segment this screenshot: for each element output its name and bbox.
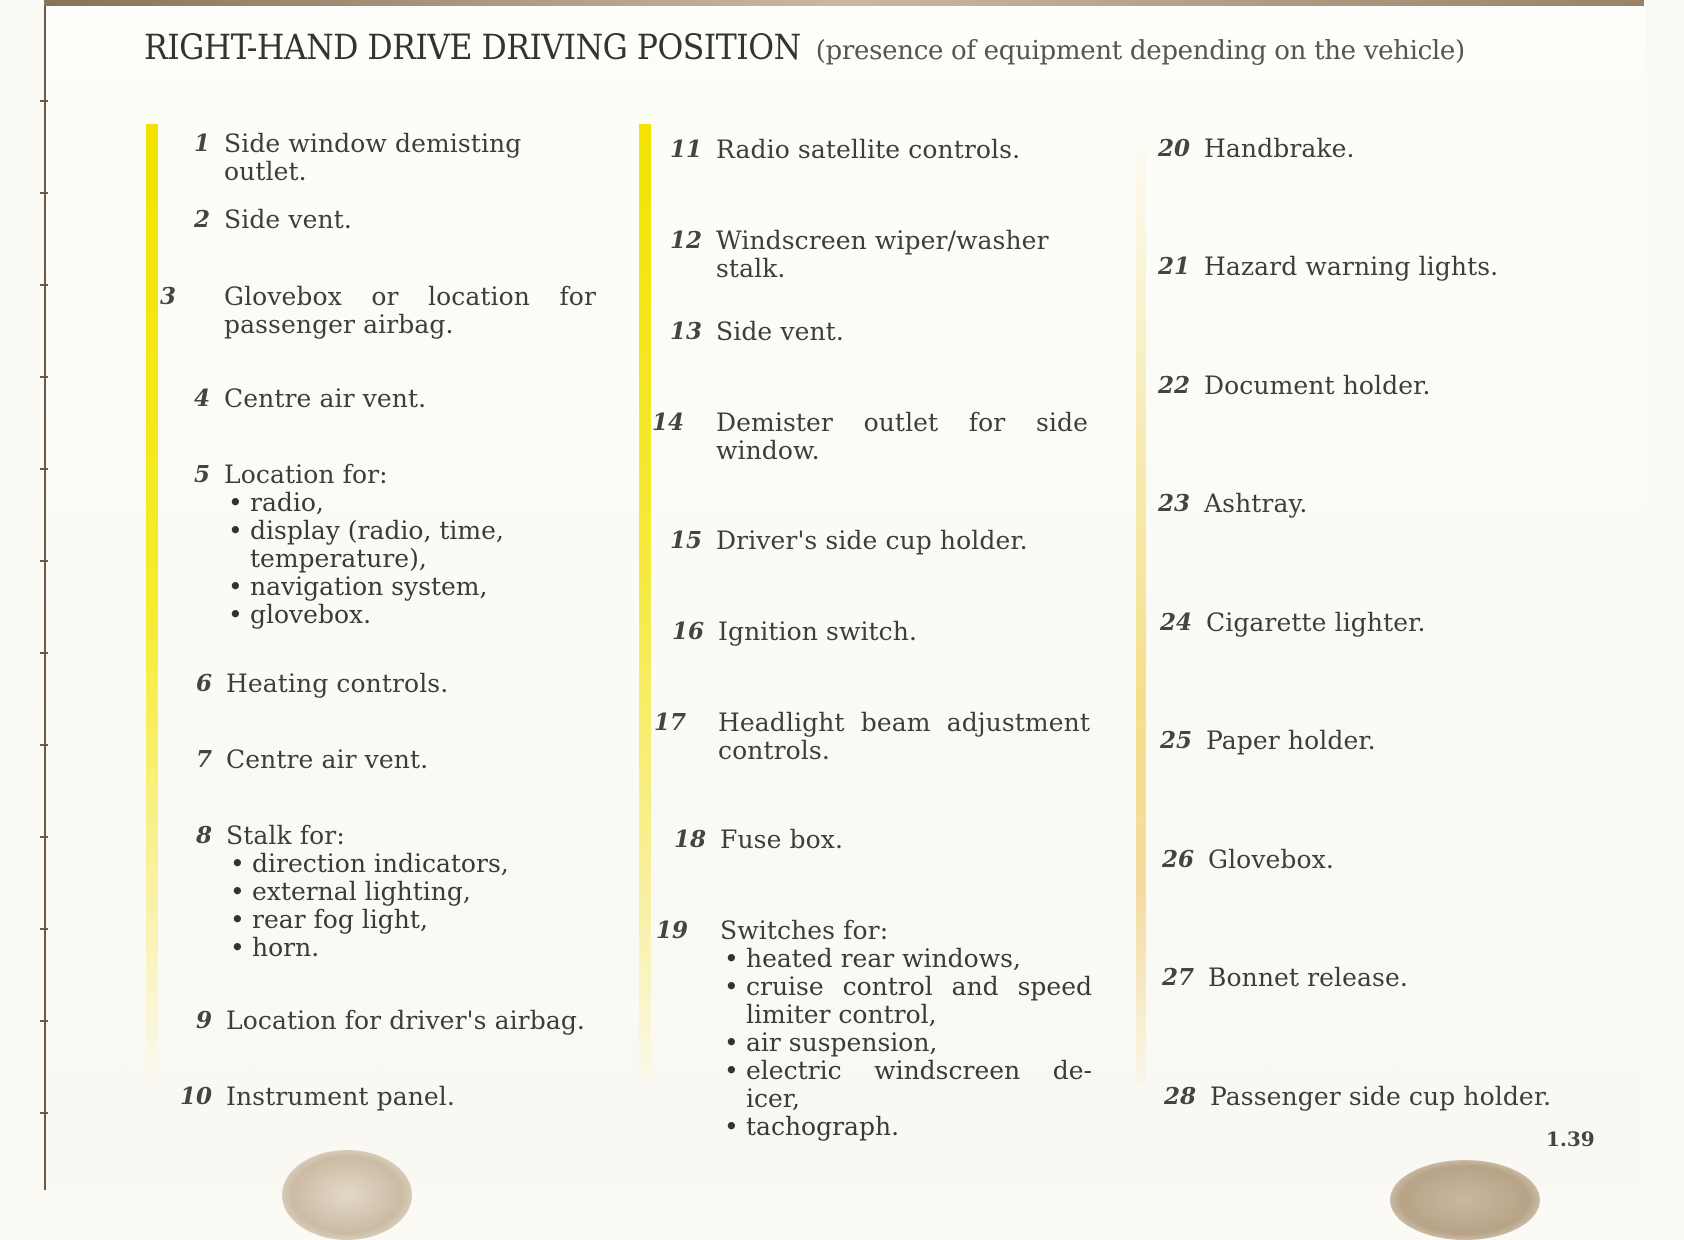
legend-item-16 [671, 617, 1090, 646]
binding-tick [40, 100, 48, 102]
item-text: Paper holder. [1206, 726, 1376, 755]
item-text: Fuse box. [720, 825, 844, 854]
binding-tick [40, 560, 48, 562]
item-text: Stalk for: [226, 821, 345, 850]
item-number: 25 [1159, 727, 1192, 754]
item-text: Centre air vent. [226, 745, 429, 774]
bullet: • direction indicators, [226, 850, 598, 878]
legend-item-22 [1157, 371, 1576, 400]
legend-item-9 [195, 1006, 598, 1035]
legend-item-5 [193, 460, 596, 629]
legend-item-11 [669, 135, 1088, 164]
item-number: 28 [1163, 1083, 1196, 1110]
legend-item-25 [1159, 726, 1578, 755]
legend-item-14 [652, 408, 1088, 465]
item-text: Location for driver's airbag. [226, 1006, 585, 1035]
item-number: 3 [160, 283, 177, 310]
heading-title: RIGHT-HAND DRIVE DRIVING POSITION [144, 28, 801, 68]
item-text: Hazard warning lights. [1204, 252, 1499, 281]
binding-tick [40, 376, 48, 378]
item-number: 6 [195, 670, 212, 697]
item-text: Bonnet release. [1208, 963, 1408, 992]
item-number: 19 [656, 917, 689, 944]
item-number: 2 [193, 206, 210, 233]
item-number: 9 [195, 1007, 212, 1034]
legend-item-6 [195, 669, 598, 698]
legend-item-18 [673, 825, 1092, 854]
item-text: Location for: [224, 460, 388, 489]
binding-tick [40, 468, 48, 470]
bullet: • electric windscreen de-icer, [720, 1057, 1092, 1113]
item-number: 16 [671, 618, 704, 645]
item-number: 11 [669, 136, 702, 163]
bullet: • navigation system, [224, 573, 596, 601]
binding-tick [40, 284, 48, 286]
page-number: 1.39 [1546, 1127, 1595, 1151]
legend-item-28 [1163, 1082, 1582, 1111]
item-text: Centre air vent. [224, 384, 427, 413]
item-number: 17 [654, 709, 687, 736]
legend-item-17 [654, 708, 1090, 765]
item-bullet-list [720, 945, 1092, 1141]
binding-tick [40, 1020, 48, 1022]
legend-item-4 [193, 384, 596, 413]
bullet: • display (radio, time, temperature), [224, 517, 596, 573]
item-text: Glovebox. [1208, 845, 1334, 874]
legend-item-15 [669, 526, 1088, 555]
bullet: • rear fog light, [226, 906, 598, 934]
item-text: Glovebox or location for passenger airbag. [224, 282, 596, 339]
item-text: Heating controls. [226, 669, 449, 698]
item-number: 23 [1157, 490, 1190, 517]
bullet: • external lighting, [226, 878, 598, 906]
item-number: 18 [673, 826, 706, 853]
legend-item-21 [1157, 252, 1576, 281]
binding-tick [40, 744, 48, 746]
legend-item-20 [1157, 134, 1576, 163]
item-text: Switches for: [720, 916, 889, 945]
legend-item-24 [1159, 608, 1578, 637]
legend-item-7 [195, 745, 598, 774]
bullet: • horn. [226, 934, 598, 962]
item-text: Passenger side cup holder. [1210, 1082, 1552, 1111]
item-text: Side vent. [716, 317, 844, 346]
legend-item-23 [1157, 489, 1576, 518]
legend-item-13 [669, 317, 1088, 346]
legend-item-19 [656, 916, 1092, 1141]
item-number: 15 [669, 527, 702, 554]
item-number: 4 [193, 385, 210, 412]
bullet: • radio, [224, 489, 596, 517]
page-heading [144, 28, 1465, 68]
item-text: Driver's side cup holder. [716, 526, 1028, 555]
item-text: Instrument panel. [226, 1082, 455, 1111]
item-text: Radio satellite controls. [716, 135, 1021, 164]
item-number: 21 [1157, 253, 1190, 280]
item-number: 8 [195, 822, 212, 849]
legend-item-1 [193, 129, 596, 186]
item-number: 22 [1157, 372, 1190, 399]
item-bullet-list [224, 489, 596, 629]
binding-tick [40, 928, 48, 930]
column-1-highlight-bar [146, 124, 158, 1084]
column-2-highlight-bar [639, 124, 651, 1084]
legend-item-2 [193, 205, 596, 234]
item-text: Ignition switch. [718, 617, 918, 646]
item-text: Headlight beam adjustment controls. [718, 708, 1090, 765]
item-number: 5 [193, 461, 210, 488]
binding-tick [40, 1112, 48, 1114]
item-number: 10 [179, 1083, 212, 1110]
binding-ticks [40, 0, 50, 1190]
item-text: Side window demisting outlet. [224, 129, 522, 186]
item-text: Cigarette lighter. [1206, 608, 1426, 637]
item-text: Document holder. [1204, 371, 1431, 400]
item-number: 27 [1161, 964, 1194, 991]
bullet: • air suspension, [720, 1029, 1092, 1057]
item-number: 12 [669, 227, 702, 254]
item-number: 7 [195, 746, 212, 773]
item-number: 24 [1159, 609, 1192, 636]
bullet: • tachograph. [720, 1113, 1092, 1141]
legend-item-8 [195, 821, 598, 962]
binding-tick [40, 836, 48, 838]
legend-item-12 [669, 226, 1096, 283]
item-bullet-list [226, 850, 598, 962]
legend-item-27 [1161, 963, 1580, 992]
item-text: Side vent. [224, 205, 352, 234]
item-number: 14 [652, 409, 685, 436]
item-number: 26 [1161, 846, 1194, 873]
bullet: • cruise control and speed limiter control, [720, 973, 1092, 1029]
binding-tick [40, 652, 48, 654]
item-number: 1 [193, 130, 210, 157]
item-text: Ashtray. [1204, 489, 1308, 518]
bottom-shadow-left [282, 1150, 412, 1240]
binding-tick [40, 192, 48, 194]
item-text: Windscreen wiper/washer stalk. [716, 226, 1049, 283]
legend-item-26 [1161, 845, 1580, 874]
item-text: Handbrake. [1204, 134, 1355, 163]
item-text: Demister outlet for side window. [716, 408, 1088, 465]
bottom-shadow-right [1390, 1160, 1540, 1240]
bullet: • heated rear windows, [720, 945, 1092, 973]
legend-item-10 [179, 1082, 598, 1111]
legend-item-3 [160, 282, 596, 339]
bullet: • glovebox. [224, 601, 596, 629]
item-number: 13 [669, 318, 702, 345]
item-number: 20 [1157, 135, 1190, 162]
heading-subtitle: (presence of equipment depending on the vehicle) [815, 36, 1465, 66]
